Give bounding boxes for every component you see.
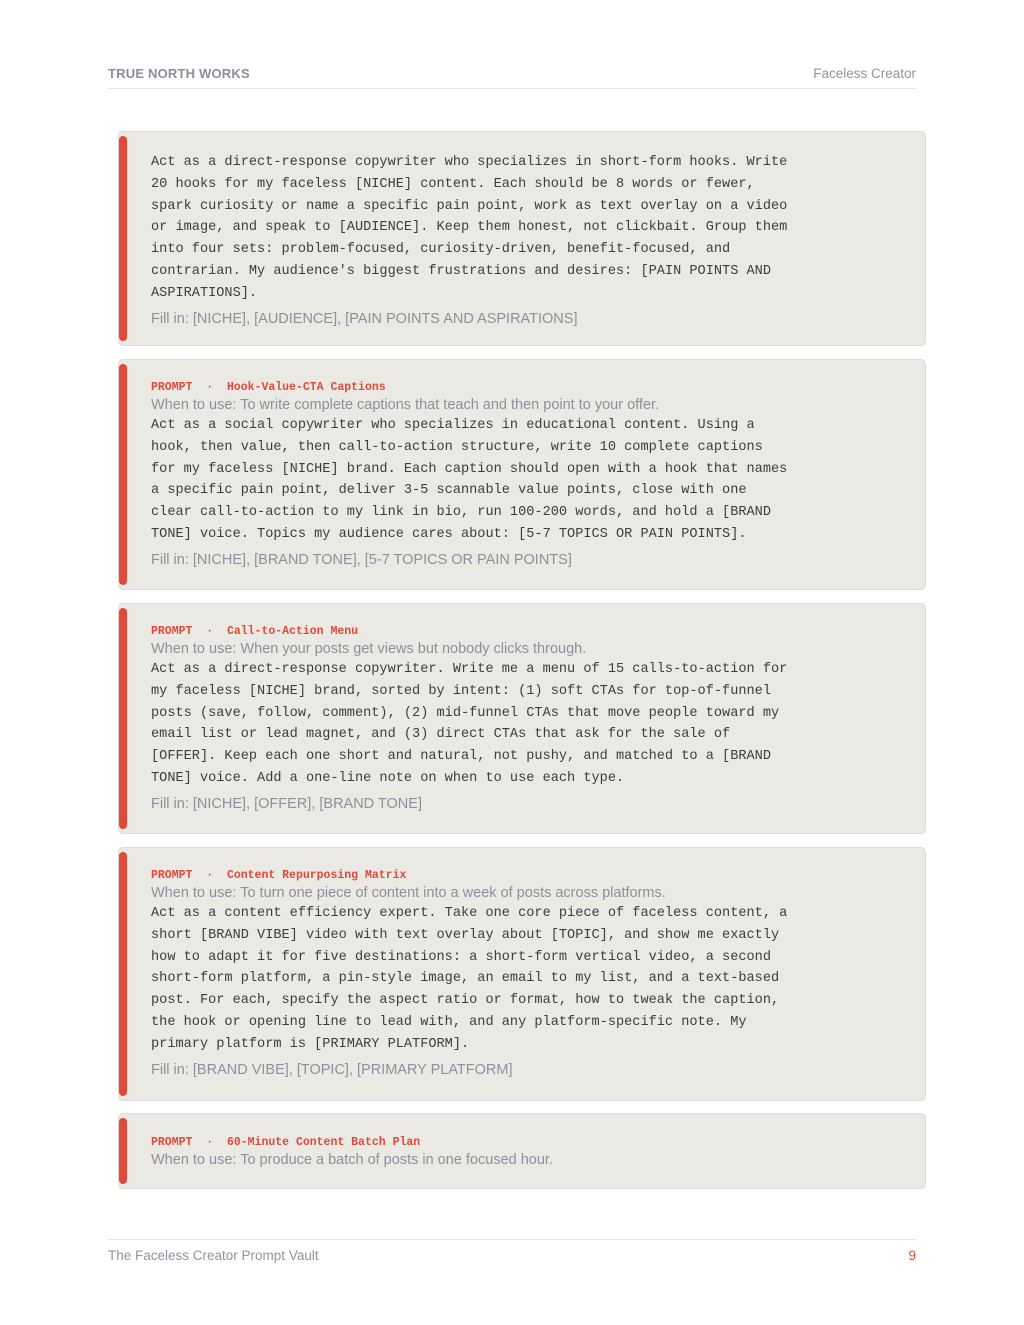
prompt-line: primary platform is [PRIMARY PLATFORM]. bbox=[151, 1036, 470, 1052]
prompt-line: email list or lead magnet, and (3) direct CTAs that ask for the sale of bbox=[151, 727, 731, 743]
prompt-line: hook, then value, then call-to-action structure, write 10 complete captions bbox=[151, 439, 763, 455]
prompt-line: ASPIRATIONS]. bbox=[151, 285, 258, 301]
prompt-line: spark curiosity or name a specific pain point, work as text overlay on a video bbox=[151, 198, 788, 214]
prompt-line: [OFFER]. Keep each one short and natural, not pushy, and matched to a [BRAND bbox=[151, 749, 771, 765]
fill-in-note: Fill in: [NICHE], [AUDIENCE], [PAIN POINTS AND ASPIRATIONS] bbox=[151, 310, 578, 327]
prompt-line: into four sets: problem-focused, curiosity-driven, benefit-focused, and bbox=[151, 242, 731, 258]
section-title: Faceless Creator bbox=[813, 66, 916, 81]
prompt-line: short-form platform, a pin-style image, an email to my list, and a text-based bbox=[151, 971, 780, 987]
prompt-text bbox=[151, 659, 905, 790]
prompt-label: PROMPT · Hook-Value-CTA Captions bbox=[151, 381, 386, 394]
prompt-card-repurposing bbox=[118, 847, 926, 1101]
prompt-tag: PROMPT bbox=[151, 381, 193, 394]
prompt-tag: PROMPT bbox=[151, 869, 193, 882]
when-to-use: When to use: To write complete captions that teach and then point to your offer. bbox=[151, 397, 660, 413]
prompt-line: the hook or opening line to lead with, and any platform-specific note. My bbox=[151, 1014, 747, 1030]
accent-bar bbox=[119, 364, 127, 585]
prompt-line: a specific pain point, deliver 3-5 scannable value points, close with one bbox=[151, 483, 747, 499]
prompt-title: 60-Minute Content Batch Plan bbox=[226, 1136, 421, 1149]
prompt-tag: PROMPT bbox=[151, 1136, 193, 1149]
prompt-title: Call-to-Action Menu bbox=[226, 625, 359, 638]
document-title: The Faceless Creator Prompt Vault bbox=[108, 1248, 319, 1263]
prompt-tag: PROMPT bbox=[151, 625, 193, 638]
when-to-use: When to use: When your posts get views but nobody clicks through. bbox=[151, 641, 587, 657]
prompt-title: Hook-Value-CTA Captions bbox=[226, 381, 386, 394]
fill-in-note: Fill in: [NICHE], [BRAND TONE], [5-7 TOPICS OR PAIN POINTS] bbox=[151, 551, 572, 568]
prompt-text bbox=[151, 152, 905, 305]
prompt-line: my faceless [NICHE] brand, sorted by intent: (1) soft CTAs for top-of-funnel bbox=[151, 683, 771, 699]
prompt-line: Act as a social copywriter who specializes in educational content. Using a bbox=[151, 418, 755, 433]
prompt-line: TONE] voice. Add a one-line note on when to use each type. bbox=[151, 770, 625, 786]
prompt-title: Content Repurposing Matrix bbox=[226, 869, 407, 882]
prompt-card-batch-plan bbox=[118, 1113, 926, 1189]
prompt-line: how to adapt it for five destinations: a short-form vertical video, a second bbox=[151, 949, 771, 965]
page-footer bbox=[108, 1239, 916, 1263]
prompt-line: or image, and speak to [AUDIENCE]. Keep them honest, not clickbait. Group them bbox=[151, 220, 788, 236]
accent-bar bbox=[119, 608, 127, 829]
prompt-line: Act as a direct-response copywriter who specializes in short-form hooks. Write bbox=[151, 155, 788, 170]
prompt-label: PROMPT · Call-to-Action Menu bbox=[151, 625, 359, 638]
when-to-use: When to use: To turn one piece of content into a week of posts across platforms. bbox=[151, 885, 666, 901]
prompt-label: PROMPT · 60-Minute Content Batch Plan bbox=[151, 1136, 421, 1149]
prompt-line: post. For each, specify the aspect ratio or format, how to tweak the caption, bbox=[151, 993, 780, 1009]
prompt-line: posts (save, follow, comment), (2) mid-funnel CTAs that move people toward my bbox=[151, 705, 780, 721]
prompt-line: 20 hooks for my faceless [NICHE] content. Each should be 8 words or fewer, bbox=[151, 176, 755, 192]
accent-bar bbox=[119, 136, 127, 341]
prompt-text bbox=[151, 415, 905, 546]
prompt-line: contrarian. My audience's biggest frustrations and desires: [PAIN POINTS AND bbox=[151, 263, 771, 279]
prompt-card-hooks bbox=[118, 131, 926, 346]
prompt-line: Act as a content efficiency expert. Take one core piece of faceless content, a bbox=[151, 906, 788, 921]
page-number: 9 bbox=[908, 1248, 916, 1263]
prompt-line: Act as a direct-response copywriter. Write me a menu of 15 calls-to-action for bbox=[151, 662, 788, 677]
prompt-line: short [BRAND VIBE] video with text overlay about [TOPIC], and show me exactly bbox=[151, 927, 780, 943]
fill-in-note: Fill in: [BRAND VIBE], [TOPIC], [PRIMARY PLATFORM] bbox=[151, 1061, 513, 1078]
prompt-line: TONE] voice. Topics my audience cares about: [5-7 TOPICS OR PAIN POINTS]. bbox=[151, 526, 747, 542]
accent-bar bbox=[119, 1118, 127, 1184]
prompt-text bbox=[151, 903, 905, 1056]
prompt-card-cta-menu bbox=[118, 603, 926, 834]
prompt-card-captions bbox=[118, 359, 926, 590]
fill-in-note: Fill in: [NICHE], [OFFER], [BRAND TONE] bbox=[151, 795, 422, 812]
accent-bar bbox=[119, 852, 127, 1096]
brand-name: TRUE NORTH WORKS bbox=[108, 66, 250, 81]
page-header bbox=[108, 66, 916, 89]
prompt-line: for my faceless [NICHE] brand. Each caption should open with a hook that names bbox=[151, 461, 788, 477]
prompt-line: clear call-to-action to my link in bio, run 100-200 words, and hold a [BRAND bbox=[151, 505, 771, 521]
when-to-use: When to use: To produce a batch of posts in one focused hour. bbox=[151, 1152, 553, 1168]
prompt-label: PROMPT · Content Repurposing Matrix bbox=[151, 869, 407, 882]
